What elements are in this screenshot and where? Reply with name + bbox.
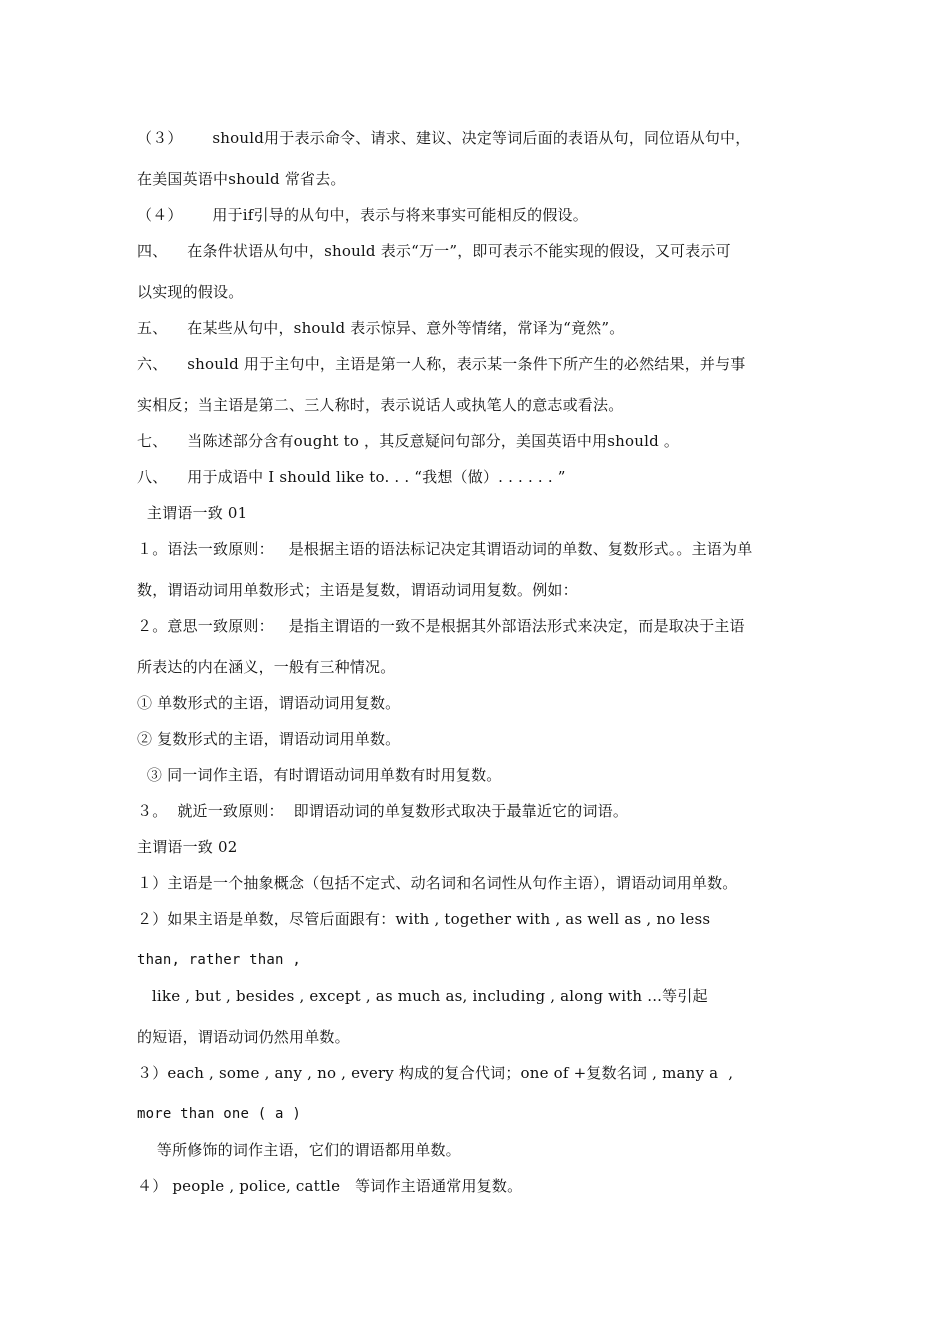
text-line: １。语法一致原则： 是根据主语的语法标记决定其谓语动词的单数、复数形式。。主语为单 [137,540,753,558]
text-line: 在美国英语中should 常省去。 [137,170,346,188]
text-line: ② 复数形式的主语，谓语动词用单数。 [137,730,401,748]
text-line: ① 单数形式的主语，谓语动词用复数。 [137,694,401,712]
text-line: （４） 用于if引导的从句中，表示与将来事实可能相反的假设。 [137,206,588,224]
text-line: like , but , besides , except , as much as, including , along with ...等引起 [137,987,708,1005]
text-line: 所表达的内在涵义，一般有三种情况。 [137,658,396,676]
text-line: 六、 should 用于主句中，主语是第一人称，表示某一条件下所产生的必然结果，并与事 [137,355,746,373]
section-heading: 主谓语一致 02 [137,838,238,856]
text-line: more than one ( a ) [137,1106,301,1122]
text-line: （３） should用于表示命令、请求、建议、决定等词后面的表语从句，同位语从句中， [137,129,751,147]
text-line: 五、 在某些从句中，should 表示惊异、意外等情绪，常译为“竟然”。 [137,319,625,337]
text-line: 四、 在条件状语从句中，should 表示“万一”，即可表示不能实现的假设，又可表示可 [137,242,731,260]
text-line: than, rather than , [137,952,301,968]
text-line: ③ 同一词作主语，有时谓语动词用单数有时用复数。 [137,766,502,784]
text-line: 实相反；当主语是第二、三人称时，表示说话人或执笔人的意志或看法。 [137,396,624,414]
text-line: 以实现的假设。 [137,283,244,301]
text-line: 数，谓语动词用单数形式；主语是复数，谓语动词用复数。例如： [137,581,578,599]
text-line: ２。意思一致原则： 是指主谓语的一致不是根据其外部语法形式来决定，而是取决于主语 [137,617,745,635]
text-line: 八、 用于成语中 I should like to. . . “我想（做）. . . . . . ” [137,468,566,486]
text-line: 等所修饰的词作主语，它们的谓语都用单数。 [137,1141,461,1159]
text-line: ４） people , police, cattle 等词作主语通常用复数。 [137,1177,523,1195]
text-line: ２）如果主语是单数，尽管后面跟有：with , together with , as well as , no less [137,910,711,928]
text-line: 七、 当陈述部分含有ought to ，其反意疑问句部分，美国英语中用should 。 [137,432,680,450]
text-line: １）主语是一个抽象概念（包括不定式、动名词和名词性从句作主语），谓语动词用单数。 [137,874,738,892]
text-line: ３）each , some , any , no , every 构成的复合代词；one of +复数名词 , many a , [137,1064,734,1082]
section-heading: 主谓语一致 01 [137,504,248,522]
text-line: 的短语，谓语动词仍然用单数。 [137,1028,350,1046]
text-line: ３。 就近一致原则： 即谓语动词的单复数形式取决于最靠近它的词语。 [137,802,629,820]
